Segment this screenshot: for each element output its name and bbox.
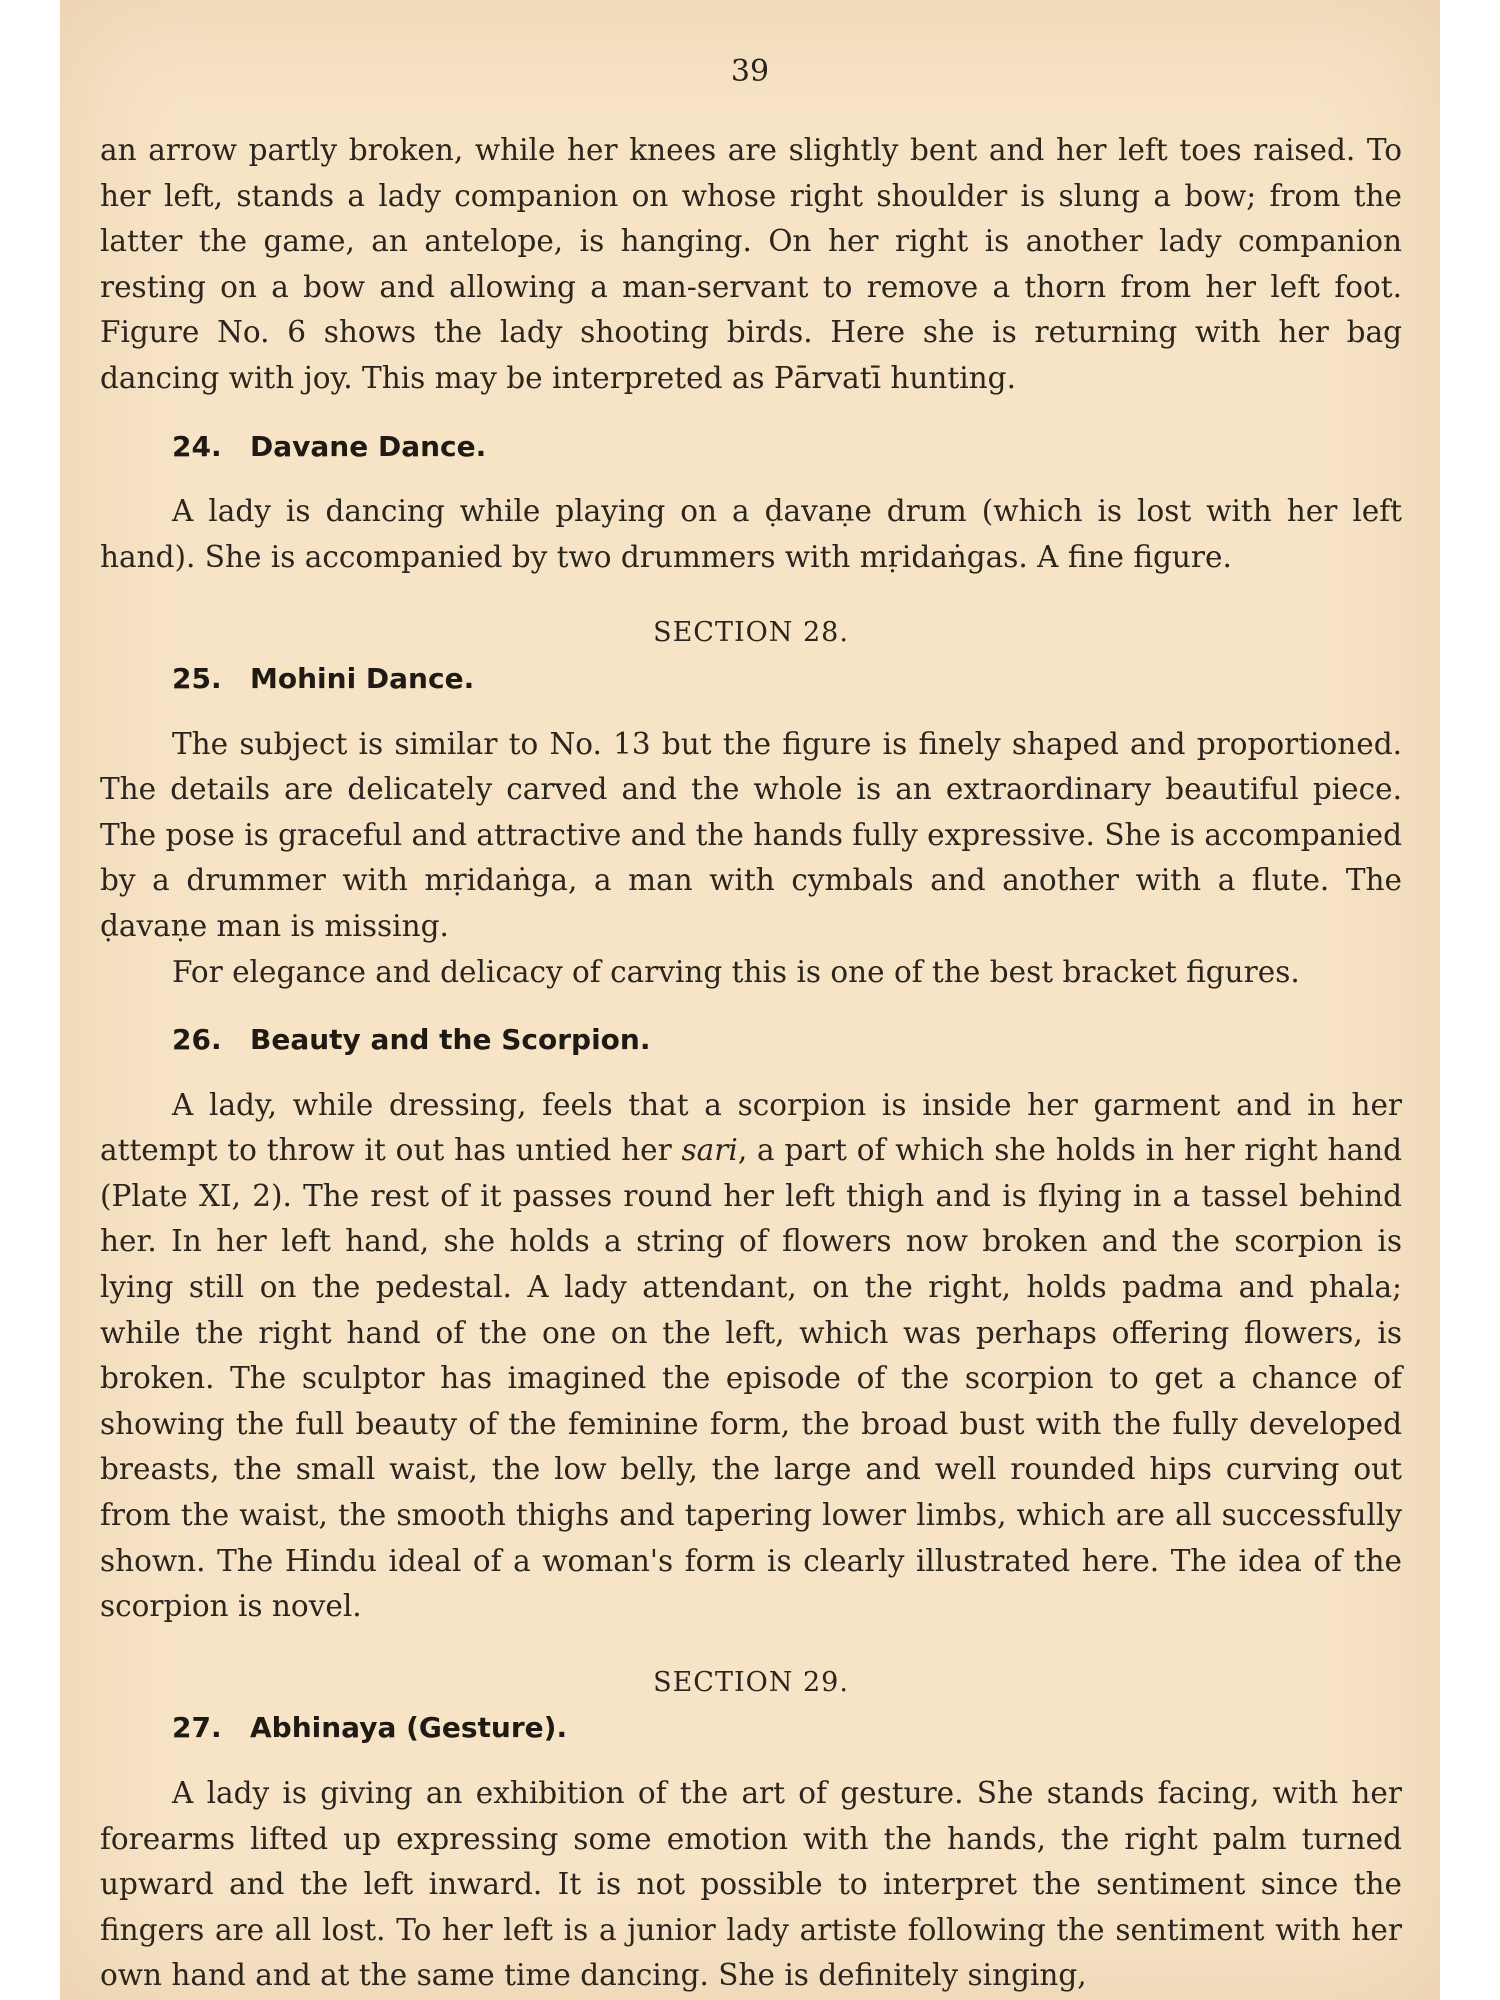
item-number: 27. xyxy=(172,1711,222,1745)
paragraph-beauty-scorpion xyxy=(100,1083,1402,1630)
text-segment: A lady, while dressing, feels that a scorpion is inside her garment and in her attempt to throw it out has untied her xyxy=(100,1087,1402,1168)
page-body xyxy=(100,128,1402,1999)
section-heading-29: SECTION 29. xyxy=(653,1666,849,1698)
heading-beauty-scorpion xyxy=(100,1017,1402,1063)
book-page xyxy=(60,0,1440,2000)
heading-davane-dance xyxy=(100,424,1402,470)
paragraph-mohini-elegance: For elegance and delicacy of carving this is one of the best bracket figures. xyxy=(172,954,1300,989)
item-number: 24. xyxy=(172,429,222,463)
item-title: Mohini Dance. xyxy=(250,661,475,695)
page-number: 39 xyxy=(730,54,770,89)
paragraph-davane-dance: A lady is dancing while playing on a ḍavaṇe drum (which is lost with her left hand). She is accompanied by two drummers with mṛidaṅgas. A fine figure. xyxy=(100,494,1402,574)
section-heading-28: SECTION 28. xyxy=(653,617,849,649)
item-title: Beauty and the Scorpion. xyxy=(250,1023,651,1057)
paragraph-hunting-continued: an arrow partly broken, while her knees are slightly bent and her left toes raised. To her left, stands a lady companion on whose right shoulder is slung a bow; from the latter the game, an antelope, is hanging. On her right is another lady companion resting on a bow and allowing a man-servant to remove a thorn from her left foot. Figure No. 6 shows the lady shooting birds. Here she is returning with her bag dancing with joy. This may be interpreted as Pārvatī hunting. xyxy=(100,133,1402,395)
heading-mohini-dance xyxy=(100,656,1402,702)
item-title: Davane Dance. xyxy=(250,429,487,463)
paragraph-mohini-dance: The subject is similar to No. 13 but the figure is finely shaped and proportioned. The details are delicately carved and the whole is an extraordinary beautiful piece. The pose is graceful and attractive and the hands fully expressive. She is accompanied by a drummer with mṛidaṅga, a man with cymbals and another with a flute. The ḍavaṇe man is missing. xyxy=(100,726,1402,943)
item-number: 26. xyxy=(172,1023,222,1057)
heading-abhinaya xyxy=(100,1705,1402,1751)
paragraph-abhinaya: A lady is giving an exhibition of the art of gesture. She stands facing, with her forearms lifted up expressing some emotion with the hands, the right palm turned upward and the left inward. It is not possible to interpret the sentiment since the fingers are all lost. To her left is a junior lady artiste following the sentiment with her own hand and at the same time dancing. She is definitely singing, xyxy=(100,1776,1402,1993)
item-title: Abhinaya (Gesture). xyxy=(250,1711,568,1745)
text-segment: , a part of which she holds in her right hand (Plate XI, 2). The rest of it passes round her left thigh and is flying in a tassel behind her. In her left hand, she holds a string of flowers now broken and the scorpion is lying still on the pedestal. A lady attendant, on the right, holds padma and phala; while the right hand of the one on the left, which was perhaps offering flowers, is broken. The sculptor has imagined the episode of the scorpion to get a chance of showing the full beauty of the feminine form, the broad bust with the fully developed breasts, the small waist, the low belly, the large and well rounded hips curving out from the waist, the smooth thighs and tapering lower limbs, which are all successfully shown. The Hindu ideal of a woman's form is clearly illustrated here. The idea of the scorpion is novel. xyxy=(100,1133,1402,1624)
italic-term-sari: sari xyxy=(681,1133,738,1168)
item-number: 25. xyxy=(172,661,222,695)
